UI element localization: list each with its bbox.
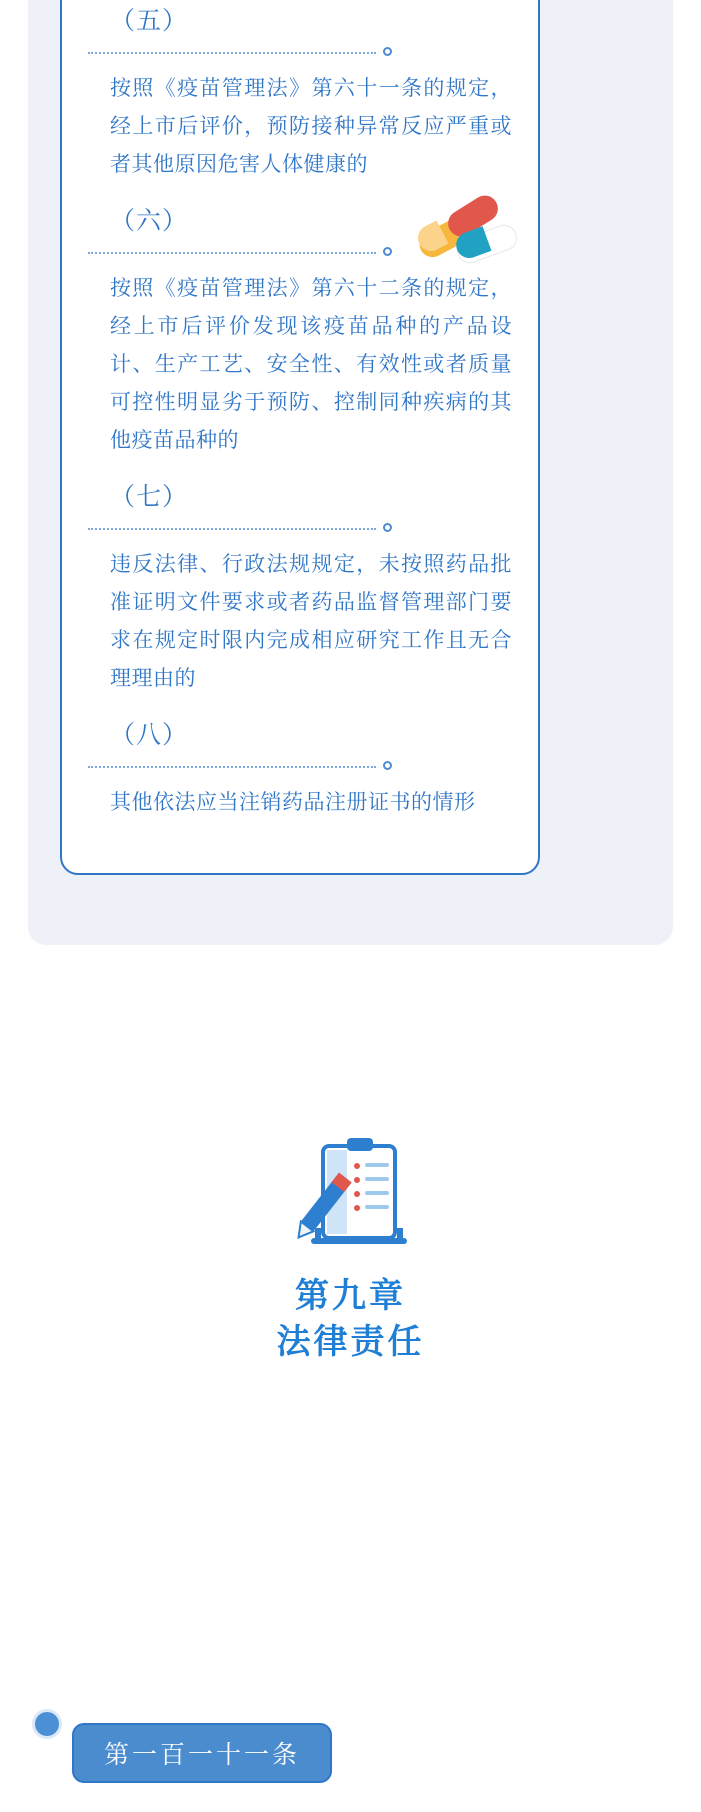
divider-knob-icon — [383, 523, 392, 532]
divider-knob-icon — [383, 47, 392, 56]
clause-text: 其他依法应当注销药品注册证书的情形 — [110, 791, 476, 814]
clipboard-pen-icon — [271, 1130, 431, 1255]
clause-label: （七） — [110, 483, 189, 511]
divider-line — [88, 766, 376, 768]
clause-label: （六） — [110, 207, 189, 235]
clause-text: 违反法律、行政法规规定，未按照药品批准证明文件要求或者药品监督管理部门要求在规定时限内完成相应研究工作且无合理理由的 — [110, 553, 512, 690]
divider-dotted — [88, 760, 392, 774]
chapter-block — [0, 1130, 701, 1365]
clause-text: 按照《疫苗管理法》第六十一条的规定，经上市后评价，预防接种异常反应严重或者其他原因危害人体健康的 — [110, 77, 512, 176]
article-row — [0, 1705, 701, 1795]
divider-line — [88, 52, 376, 54]
list-item — [88, 0, 512, 200]
clause-list — [60, 0, 540, 900]
divider-line — [88, 252, 376, 254]
list-item — [88, 714, 512, 838]
chapter-number: 第九章 — [295, 1277, 406, 1315]
chapter-name: 法律责任 — [276, 1323, 425, 1361]
divider-line — [88, 528, 376, 530]
divider-dotted — [88, 46, 392, 60]
dot-marker-icon — [32, 1709, 62, 1739]
article-button[interactable]: 第一百一十一条 — [72, 1723, 332, 1783]
divider-dotted — [88, 522, 392, 536]
list-item — [88, 476, 512, 714]
divider-knob-icon — [383, 247, 392, 256]
clause-label: （五） — [110, 7, 189, 35]
divider-knob-icon — [383, 761, 392, 770]
pills-icon — [412, 195, 522, 275]
divider-dotted — [88, 246, 392, 260]
clause-text: 按照《疫苗管理法》第六十二条的规定，经上市后评价发现该疫苗品种的产品设计、生产工艺、安全性、有效性或者质量可控性明显劣于预防、控制同种疾病的其他疫苗品种的 — [110, 277, 512, 452]
clause-label: （八） — [110, 721, 189, 749]
